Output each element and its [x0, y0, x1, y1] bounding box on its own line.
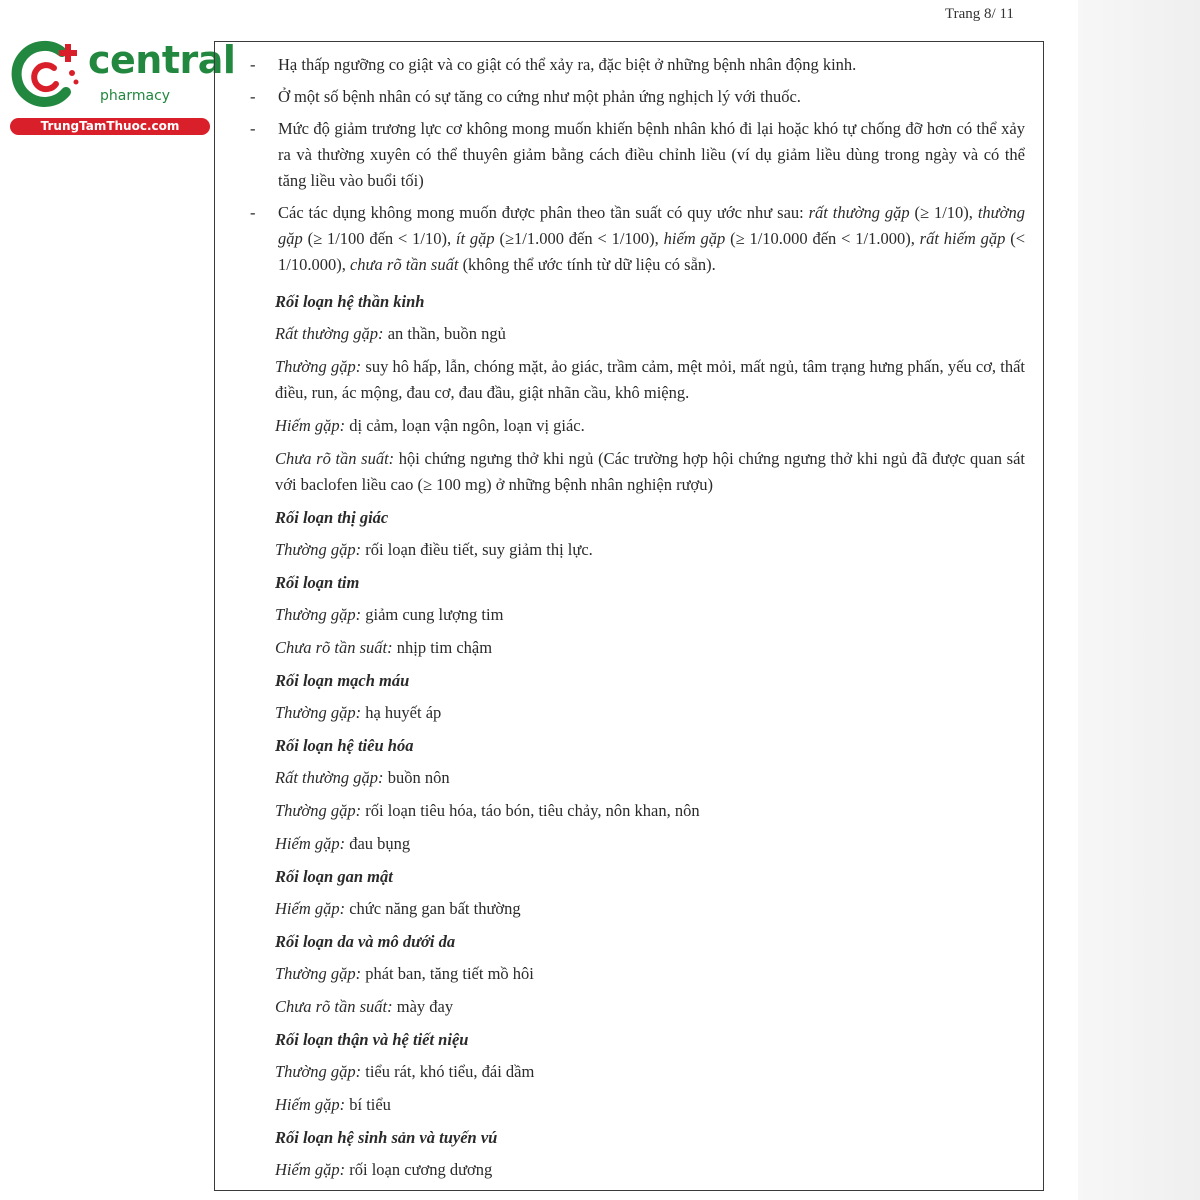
- logo-brand: central: [88, 38, 236, 82]
- effect-entry: [275, 994, 1025, 1020]
- adverse-effects-sections: [275, 290, 1025, 1183]
- effect-text: tiểu rát, khó tiểu, đái dầm: [361, 1062, 535, 1081]
- frequency-label: Chưa rõ tần suất:: [275, 997, 393, 1016]
- effect-entry: [275, 798, 1025, 824]
- pharmacy-cross-logo-icon: [10, 40, 88, 112]
- effect-entry: [275, 765, 1025, 791]
- effect-entry: [275, 831, 1025, 857]
- freq-term: chưa rõ tần suất: [349, 255, 459, 274]
- frequency-list-item: - Các tác dụng không mong muốn được phân theo tần suất có quy ước như sau: rất thường gặp (≥ 1/10), thường gặp (≥ 1/100 đến < 1/10), ít gặp (≥1/1.000 đến < 1/100), hiếm gặp (≥ 1/10.000 đến < 1/1.000), rất hiếm gặp (< 1/10.000), chưa rõ tần suất (không thể ước tính từ dữ liệu có sẵn).: [250, 203, 1026, 274]
- section-title: Rối loạn da và mô dưới da: [275, 932, 456, 951]
- effect-text: bí tiểu: [345, 1095, 391, 1114]
- effect-text: buồn nôn: [383, 768, 450, 787]
- freq-term: ít gặp: [455, 229, 495, 248]
- effect-entry: [275, 635, 1025, 661]
- effect-text: dị cảm, loạn vận ngôn, loạn vị giác.: [345, 416, 585, 435]
- frequency-label: Hiếm gặp:: [275, 416, 346, 435]
- list-item: - Hạ thấp ngưỡng co giật và co giật có thể xảy ra, đặc biệt ở những bệnh nhân động kinh.: [250, 55, 857, 74]
- frequency-label: Rất thường gặp:: [275, 324, 384, 343]
- freq-term: rất hiếm gặp: [919, 229, 1006, 248]
- freq-text: (≥1/1.000 đến < 1/100),: [494, 229, 664, 248]
- effect-entry: [275, 1157, 1025, 1183]
- central-pharmacy-logo: [10, 38, 236, 138]
- bullet-text: Mức độ giảm trương lực cơ không mong muốn khiến bệnh nhân khó đi lại hoặc khó tự chống đỡ hơn có thể xảy ra và thường xuyên có thể thuyên giảm bằng cách điều chỉnh liều (ví dụ giảm liều dùng trong ngày và có thể tăng liều vào buổi tối): [278, 119, 1025, 190]
- effect-text: hội chứng ngưng thở khi ngủ (Các trường hợp hội chứng ngưng thở khi ngủ đã được quan sát với baclofen liều cao (≥ 100 mg) ở những bệnh nhân nghiện rượu): [275, 449, 1025, 494]
- frequency-label: Thường gặp:: [275, 357, 362, 376]
- effect-text: an thần, buồn ngủ: [383, 324, 506, 343]
- bullet-text: Ở một số bệnh nhân có sự tăng co cứng như một phản ứng nghịch lý với thuốc.: [278, 87, 801, 106]
- effect-text: rối loạn cương dương: [345, 1160, 493, 1179]
- frequency-label: Thường gặp:: [275, 1062, 362, 1081]
- section-title: Rối loạn gan mật: [275, 867, 393, 886]
- effect-text: nhịp tim chậm: [392, 638, 493, 657]
- frequency-label: Thường gặp:: [275, 540, 362, 559]
- section-title: Rối loạn hệ thần kinh: [275, 292, 425, 311]
- effect-text: mày đay: [392, 997, 454, 1016]
- freq-term: thường gặp: [278, 203, 1025, 248]
- freq-text: (≥ 1/10.000 đến < 1/1.000),: [725, 229, 920, 248]
- list-item: - Mức độ giảm trương lực cơ không mong muốn khiến bệnh nhân khó đi lại hoặc khó tự chống đỡ hơn có thể xảy ra và thường xuyên có thể thuyên giảm bằng cách điều chỉnh liều (ví dụ giảm liều dùng trong ngày và có thể tăng liều vào buổi tối): [250, 119, 1025, 190]
- frequency-label: Rất thường gặp:: [275, 768, 384, 787]
- freq-text: (không thể ước tính từ dữ liệu có sẵn).: [458, 255, 716, 274]
- page-number: Trang 8/ 11: [945, 6, 1014, 22]
- effect-entry: [275, 1092, 1025, 1118]
- effect-entry: [275, 602, 1025, 628]
- section-title: Rối loạn hệ sinh sản và tuyến vú: [275, 1128, 498, 1147]
- frequency-label: Hiếm gặp:: [275, 1095, 346, 1114]
- effect-entry: [275, 537, 1025, 563]
- effect-text: chức năng gan bất thường: [345, 899, 521, 918]
- effect-text: đau bụng: [345, 834, 411, 853]
- effect-text: rối loạn tiêu hóa, táo bón, tiêu chảy, nôn khan, nôn: [361, 801, 700, 820]
- effect-entry: [275, 446, 1025, 498]
- bullet-text: Hạ thấp ngưỡng co giật và co giật có thể xảy ra, đặc biệt ở những bệnh nhân động kinh.: [278, 55, 857, 74]
- effect-text: giảm cung lượng tim: [361, 605, 504, 624]
- section-title: Rối loạn thận và hệ tiết niệu: [275, 1030, 469, 1049]
- section-title: Rối loạn hệ tiêu hóa: [275, 736, 414, 755]
- frequency-label: Thường gặp:: [275, 703, 362, 722]
- effect-text: suy hô hấp, lẫn, chóng mặt, ảo giác, trầm cảm, mệt mỏi, mất ngủ, tâm trạng hưng phấn, yếu cơ, thất điều, run, ác mộng, đau cơ, đau đầu, giật nhãn cầu, khô miệng.: [275, 357, 1025, 402]
- effect-entry: [275, 1059, 1025, 1085]
- frequency-label: Thường gặp:: [275, 801, 362, 820]
- frequency-label: Thường gặp:: [275, 605, 362, 624]
- frequency-label: Hiếm gặp:: [275, 834, 346, 853]
- logo-website: TrungTamThuoc.com: [10, 118, 210, 135]
- effect-entry: [275, 354, 1025, 406]
- effect-entry: [275, 700, 1025, 726]
- section-title: Rối loạn thị giác: [275, 508, 389, 527]
- freq-text: (≥ 1/10),: [909, 203, 978, 222]
- freq-term: rất thường gặp: [808, 203, 910, 222]
- effect-text: phát ban, tăng tiết mồ hôi: [361, 964, 534, 983]
- list-item: - Ở một số bệnh nhân có sự tăng co cứng như một phản ứng nghịch lý với thuốc.: [250, 87, 801, 106]
- effect-entry: [275, 896, 1025, 922]
- freq-text: (≥ 1/100 đến < 1/10),: [302, 229, 456, 248]
- section-title: Rối loạn tim: [275, 573, 360, 592]
- effect-entry: [275, 413, 1025, 439]
- freq-text: (< 1/10.000),: [278, 229, 1026, 274]
- section-title: Rối loạn mạch máu: [275, 671, 410, 690]
- scan-margin: [1078, 0, 1200, 1200]
- frequency-label: Hiếm gặp:: [275, 899, 346, 918]
- freq-term: hiếm gặp: [663, 229, 726, 248]
- freq-text: Các tác dụng không mong muốn được phân theo tần suất có quy ước như sau:: [278, 203, 809, 222]
- effect-entry: [275, 961, 1025, 987]
- frequency-label: Hiếm gặp:: [275, 1160, 346, 1179]
- bullet-list: [250, 52, 1025, 284]
- effect-entry: [275, 321, 1025, 347]
- effect-text: hạ huyết áp: [361, 703, 442, 722]
- effect-text: rối loạn điều tiết, suy giảm thị lực.: [361, 540, 593, 559]
- frequency-label: Thường gặp:: [275, 964, 362, 983]
- frequency-label: Chưa rõ tần suất:: [275, 638, 393, 657]
- logo-subtitle: pharmacy: [100, 88, 171, 104]
- frequency-label: Chưa rõ tần suất:: [275, 449, 395, 468]
